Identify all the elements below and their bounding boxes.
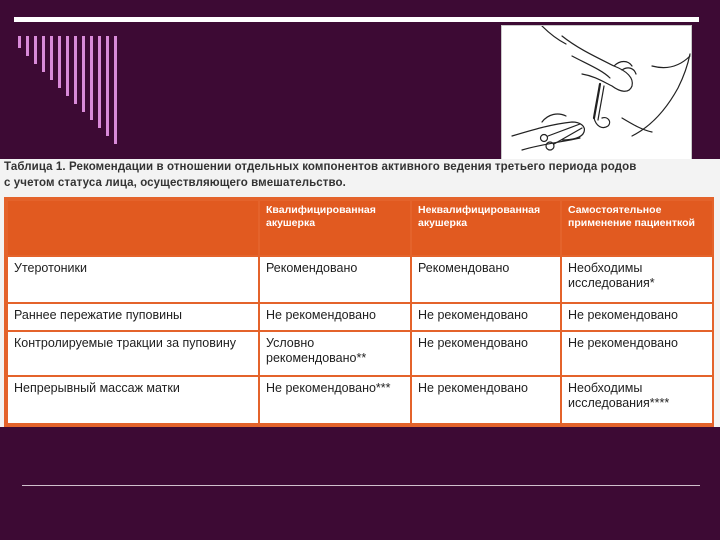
table-caption xyxy=(4,159,716,191)
decorative-stripes xyxy=(18,36,118,146)
row-label: Контролируемые тракции за пуповину xyxy=(8,332,258,375)
table-cell: Не рекомендовано xyxy=(562,332,712,375)
row-label: Утеротоники xyxy=(8,257,258,302)
header-qualified-midwife: Квалифицированная акушерка xyxy=(260,201,410,255)
table-cell: Не рекомендовано*** xyxy=(260,377,410,423)
table-cell: Необходимы исследования* xyxy=(562,257,712,302)
table-row xyxy=(8,377,712,423)
table-header-row xyxy=(8,201,712,255)
gloved-hands-cord-clamping-illustration xyxy=(501,25,692,163)
table-cell: Не рекомендовано xyxy=(412,377,560,423)
table-cell: Рекомендовано xyxy=(412,257,560,302)
recommendations-table xyxy=(6,199,714,425)
header-self-administration: Самостоятельное применение пациенткой xyxy=(562,201,712,255)
table-cell: Рекомендовано xyxy=(260,257,410,302)
bottom-divider xyxy=(22,485,700,486)
header-unqualified-midwife: Неквалифицированная акушерка xyxy=(412,201,560,255)
table-row xyxy=(8,257,712,302)
table-cell: Условно рекомендовано** xyxy=(260,332,410,375)
table-cell: Необходимы исследования**** xyxy=(562,377,712,423)
header-cell-empty xyxy=(8,201,258,255)
row-label: Непрерывный массаж матки xyxy=(8,377,258,423)
table-row xyxy=(8,332,712,375)
row-label: Раннее пережатие пуповины xyxy=(8,304,258,330)
caption-line-1: Таблица 1. Рекомендации в отношении отдельных компонентов активного ведения третьего периода родов xyxy=(4,161,637,173)
table-cell: Не рекомендовано xyxy=(562,304,712,330)
table-panel xyxy=(0,159,720,427)
table-cell: Не рекомендовано xyxy=(412,304,560,330)
table-cell: Не рекомендовано xyxy=(412,332,560,375)
table-row xyxy=(8,304,712,330)
caption-line-2: с учетом статуса лица, осуществляющего вмешательство. xyxy=(4,177,346,189)
top-divider xyxy=(14,17,699,22)
table-cell: Не рекомендовано xyxy=(260,304,410,330)
recommendations-table-frame xyxy=(4,197,714,427)
